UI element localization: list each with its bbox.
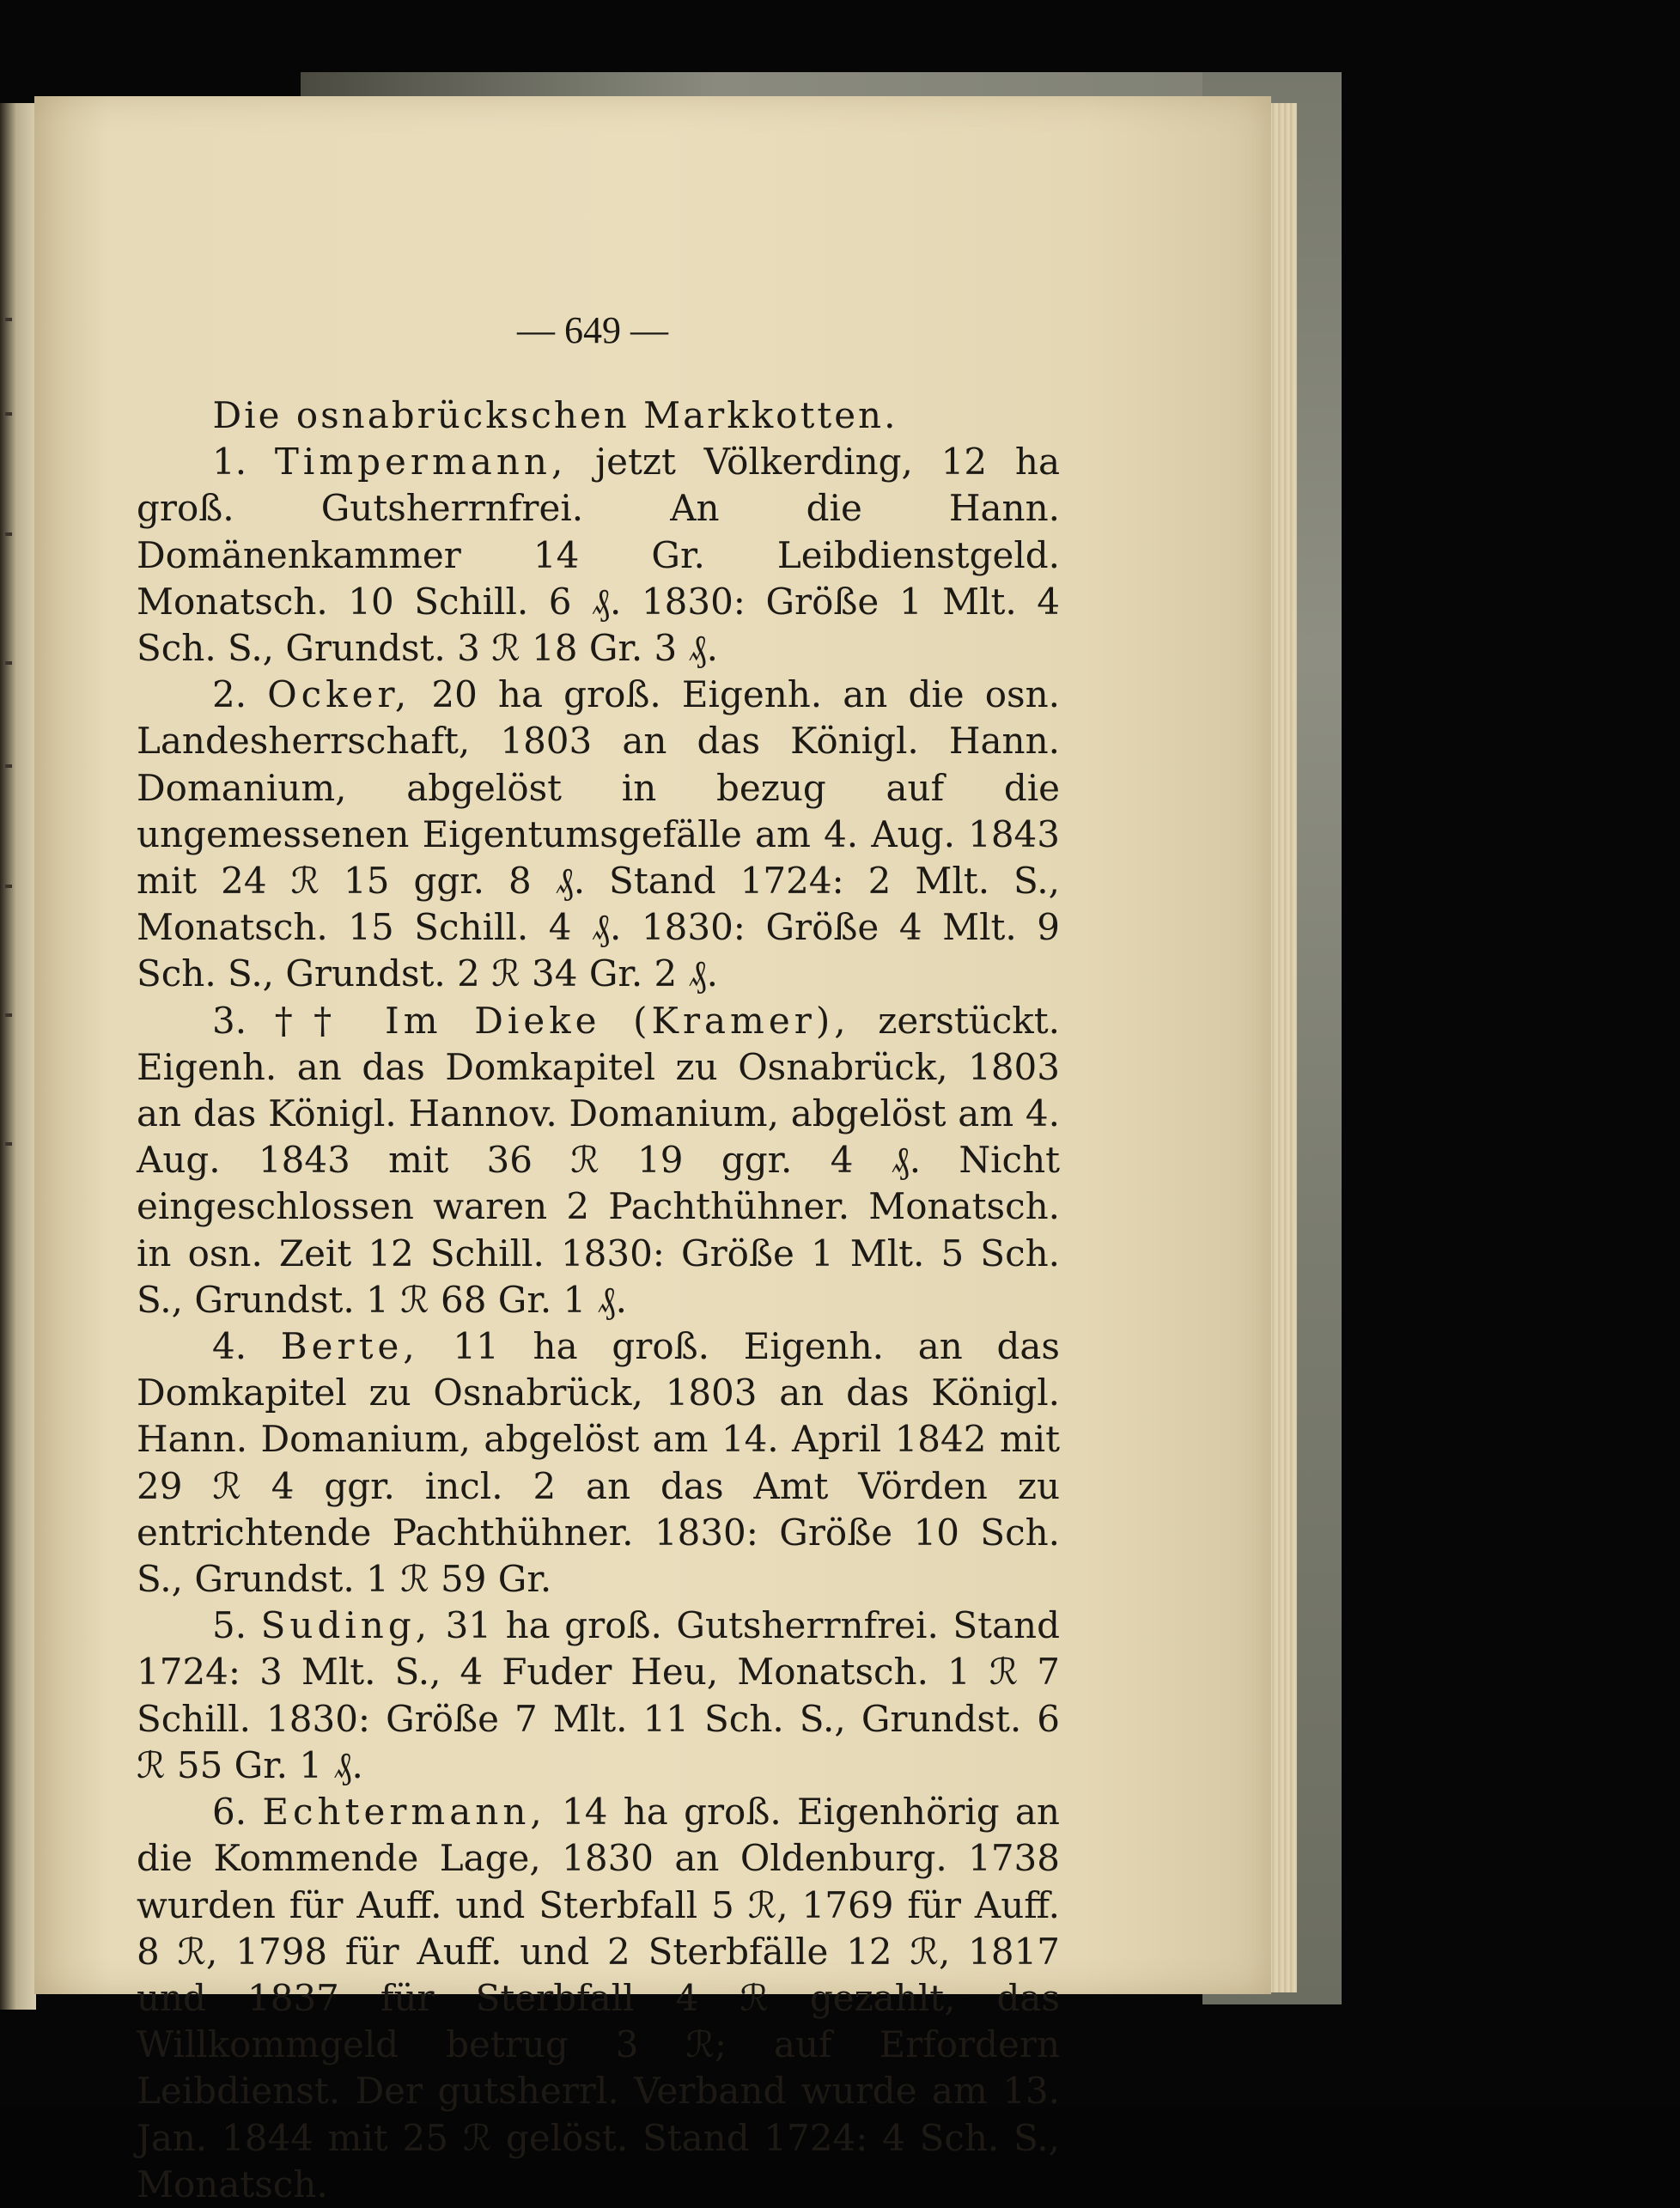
entry-number: 5. [212, 1604, 247, 1647]
entry-text: 20 ha groß. Eigenh. an die osn. Landesherrschaft, 1803 an das Königl. Hann. Domanium, abgelöst in bezug auf die ungemessenen Eigentumsgefälle am 4. Aug. 1843 mit 24 ℛ 15 ggr. 8 ₰. Stand 1724: 2 Mlt. S., Monatsch. 15 Schill. 4 ₰. 1830: Größe 4 Mlt. 9 Sch. S., Grundst. 2 ℛ 34 Gr. 2 ₰. [137, 673, 1060, 995]
entry-number: 1. [212, 441, 247, 484]
entry-name: †† Im Dieke (Kramer), [274, 999, 850, 1042]
entry-6 [137, 1789, 1060, 2208]
book-page [34, 96, 1271, 2205]
entry-5 [137, 1603, 1060, 1789]
entry-text: 11 ha groß. Eigenh. an das Domkapitel zu Osnabrück, 1803 an das Königl. Hann. Domanium, abgelöst am 14. April 1842 mit 29 ℛ 4 ggr. incl. 2 an das Amt Vörden zu entrichtende Pachthühner. 1830: Größe 10 Sch. S., Grundst. 1 ℛ 59 Gr. [137, 1325, 1060, 1601]
entry-3 [137, 998, 1060, 1323]
left-page-text-fragments [0, 283, 19, 1572]
entry-2 [137, 672, 1060, 997]
entry-name: Berte, [280, 1325, 419, 1368]
entry-text: jetzt Völkerding, 12 ha groß. Gutsherrnfrei. An die Hann. Domänenkammer 14 Gr. Leibdienstgeld. Monatsch. 10 Schill. 6 ₰. 1830: Größe 1 Mlt. 4 Sch. S., Grundst. 3 ℛ 18 Gr. 3 ₰. [137, 441, 1060, 670]
entry-name: Ocker, [267, 673, 411, 716]
entry-1 [137, 439, 1060, 672]
page-body [137, 392, 1060, 2208]
entry-4 [137, 1323, 1060, 1603]
entry-name: Echtermann, [262, 1791, 546, 1834]
section-heading: Die osnabrückschen Markkotten. [212, 394, 898, 436]
entry-text: zerstückt. Eigenh. an das Domkapitel zu Osnabrück, 1803 an das Königl. Hannov. Domanium, abgelöst am 4. Aug. 1843 mit 36 ℛ 19 ggr. 4 ₰. Nicht eingeschlossen waren 2 Pachthühner. Monatsch. in osn. Zeit 12 Schill. 1830: Größe 1 Mlt. 5 Sch. S., Grundst. 1 ℛ 68 Gr. 1 ₰. [137, 999, 1060, 1321]
entry-text: 14 ha groß. Eigenhörig an die Kommende Lage, 1830 an Oldenburg. 1738 wurden für Auff. und Sterbfall 5 ℛ, 1769 für Auff. 8 ℛ, 1798 für Auff. und 2 Sterbfälle 12 ℛ, 1817 und 1837 für Sterbfall 4 ℛ gezahlt, das Willkommgeld betrug 3 ℛ; auf Erfordern Leibdienst. Der gutsherrl. Verband wurde am 13. Jan. 1844 mit 25 ℛ gelöst. Stand 1724: 4 Sch. S., Monatsch. [137, 1791, 1060, 2205]
entry-number: 6. [212, 1791, 247, 1834]
page-number: — 649 — [517, 309, 668, 351]
entry-number: 4. [212, 1325, 247, 1368]
entry-name: Suding, [260, 1604, 432, 1647]
entry-text: 31 ha groß. Gutsherrnfrei. Stand 1724: 3 Mlt. S., 4 Fuder Heu, Monatsch. 1 ℛ 7 Schill. 1830: Größe 7 Mlt. 11 Sch. S., Grundst. 6 ℛ 55 Gr. 1 ₰. [137, 1604, 1060, 1786]
entry-number: 2. [212, 673, 247, 716]
entry-name: Timpermann, [274, 441, 568, 484]
entry-number: 3. [212, 999, 247, 1042]
